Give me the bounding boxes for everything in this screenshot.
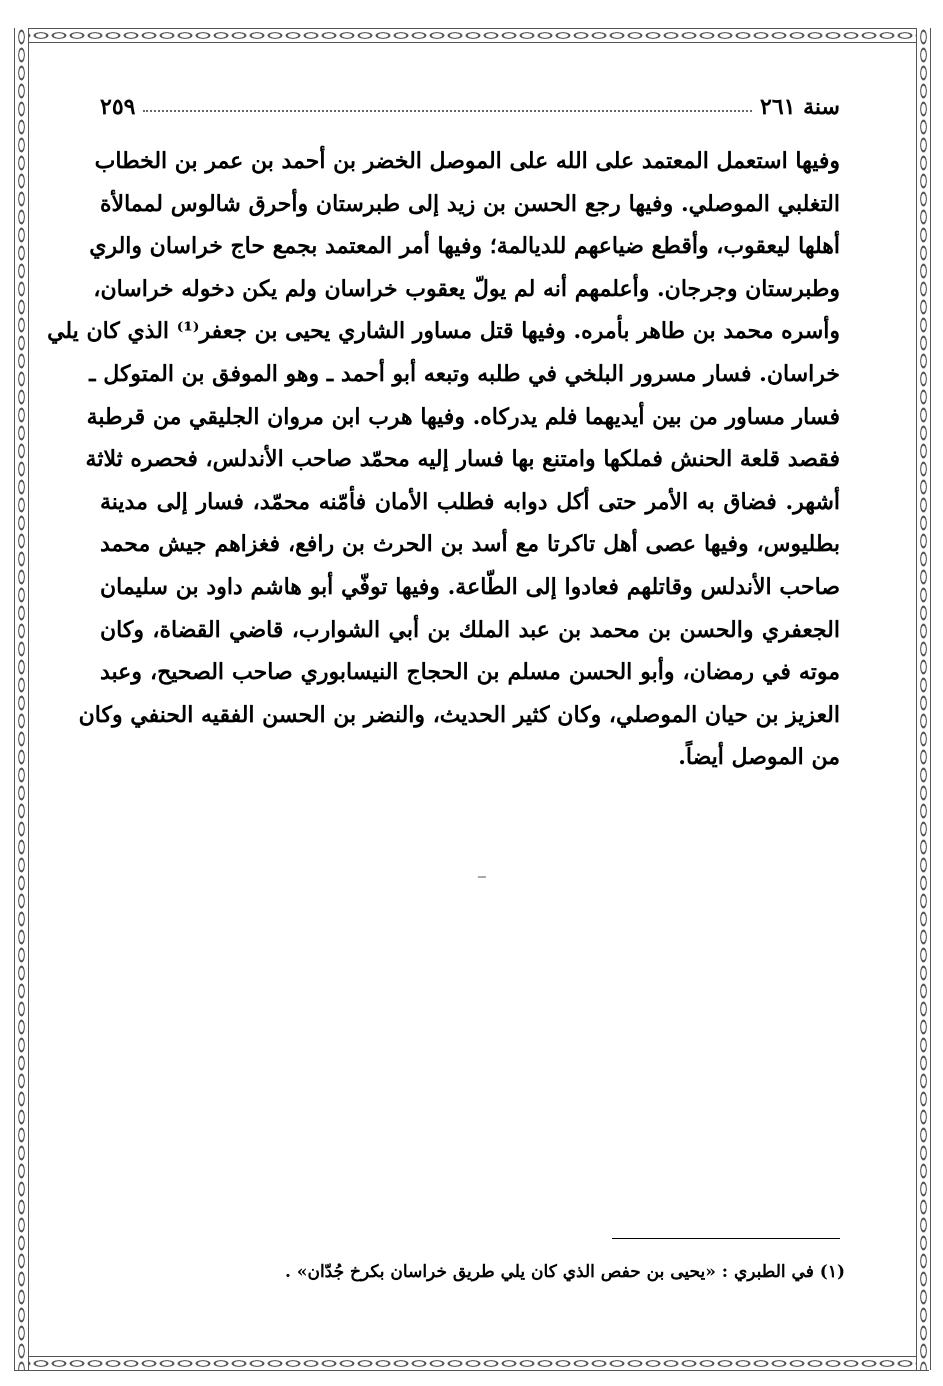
ornamental-border-top (14, 28, 929, 43)
text-line: العزيز بن حيان الموصلي، وكان كثير الحديث، والنضر بن الحسن الفقيه الحنفي وكان (78, 701, 840, 728)
text-line: صاحب الأندلس وقاتلهم فعادوا إلى الطّاعة. وفيها توفّي أبو هاشم داود بن سليمان (100, 573, 840, 600)
dotted-leader (143, 110, 752, 112)
text-line: من الموصل أيضاً. (678, 744, 840, 771)
text-line: خراسان. فسار مسرور البلخي في طلبه وتبعه أبو أحمد ـ وهو الموفق بن المتوكل ـ (89, 360, 840, 387)
text-line: وأسره محمد بن طاهر بأمره. وفيها قتل مساور الشاري يحيى بن جعفر⁽¹⁾ الذي كان يلي (47, 318, 840, 345)
running-head: سنة ٢٦١ (760, 94, 840, 120)
ornamental-border-right (916, 28, 931, 1370)
footnote: (١) في الطبري : «يحيى بن حفص الذي كان يلي طريق خراسان بكرخ جُدّان» . (285, 1262, 845, 1282)
ornamental-border-bottom (14, 1356, 929, 1371)
text-line: الجعفري والحسن بن محمد بن عبد الملك بن أبي الشوارب، قاضي القضاة، وكان (100, 616, 840, 643)
text-line: وطبرستان وجرجان. وأعلمهم أنه لم يولّ يعقوب خراسان ولم يكن دخوله خراسان، (93, 275, 840, 302)
ornamental-border-left (14, 28, 29, 1370)
text-line: فقصد قلعة الحنش فملكها وامتنع بها فسار إليه محمّد صاحب الأندلس، فحصره ثلاثة (85, 446, 840, 473)
text-line: فسار مساور من بين أيديهما فلم يدركاه. وفيها هرب ابن مروان الجليقي من قرطبة (86, 403, 840, 430)
text-line: موته في رمضان، وأبو الحسن مسلم بن الحجاج النيسابوري صاحب الصحيح، وعبد (100, 659, 840, 686)
scan-speck (478, 876, 486, 878)
footnote-separator (612, 1238, 840, 1239)
main-text (47, 140, 840, 779)
page-number: ٢٥٩ (100, 94, 136, 120)
text-line: أهلها ليعقوب، وأقطع ضياعهم للديالمة؛ وفيها أمر المعتمد بجمع حاج خراسان والري (89, 233, 840, 260)
text-line: وفيها استعمل المعتمد على الله على الموصل الخضر بن أحمد بن عمر بن الخطاب (94, 148, 840, 174)
text-line: التغلبي الموصلي. وفيها رجع الحسن بن زيد إلى طبرستان وأحرق شالوس لممالأة (100, 190, 840, 217)
text-line: بطليوس، وفيها عصى أهل تاكرتا مع أسد بن الحرث بن رافع، فغزاهم جيش محمد (100, 531, 840, 558)
text-line: أشهر. فضاق به الأمر حتى أكل دوابه فطلب الأمان فأمّنه محمّد، فسار إلى مدينة (100, 488, 840, 515)
page-header (100, 90, 840, 120)
